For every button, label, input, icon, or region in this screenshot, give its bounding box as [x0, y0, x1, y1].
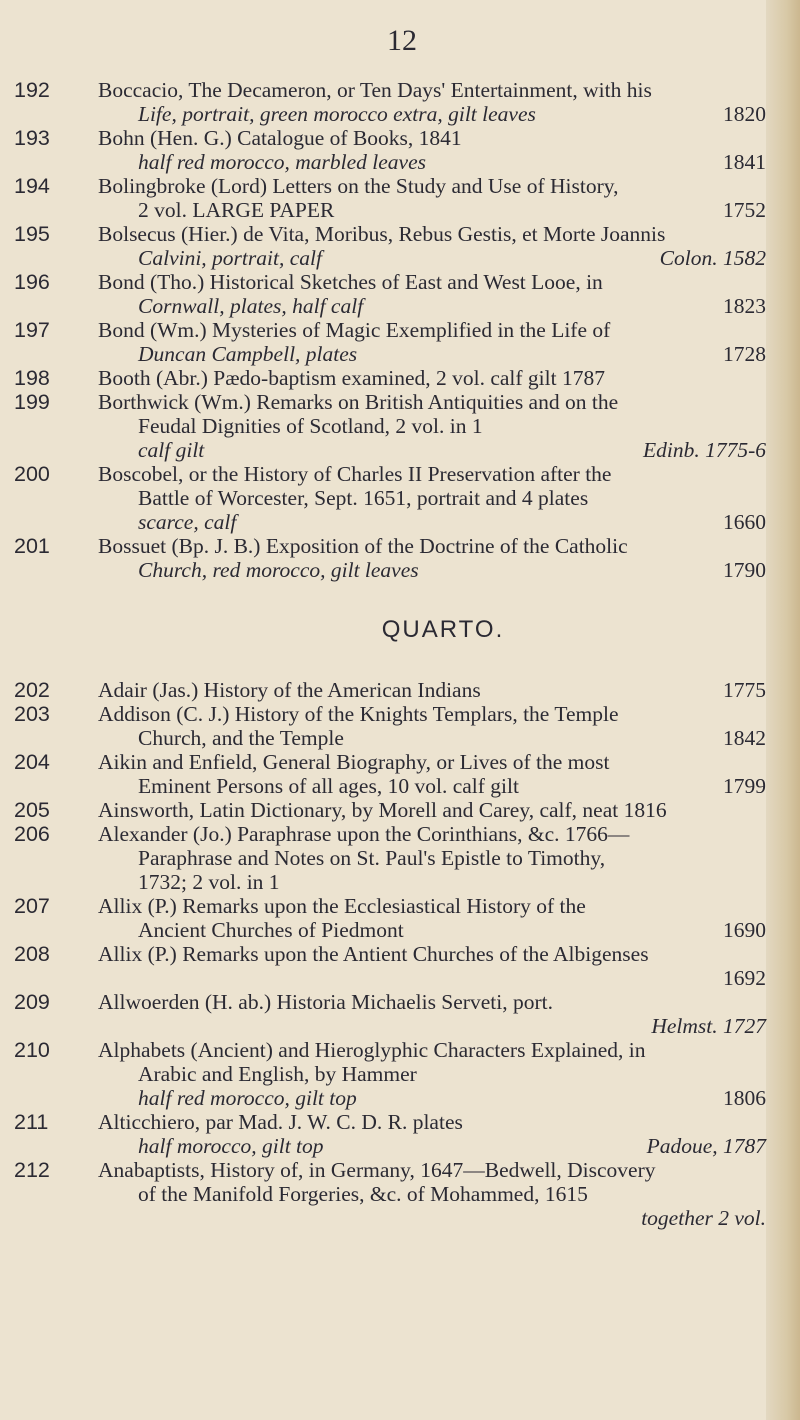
entry-line: Aikin and Enfield, General Biography, or Lives of the most — [98, 750, 610, 774]
entry-line: Bond (Wm.) Mysteries of Magic Exemplified in the Life of — [98, 318, 611, 342]
catalogue-entry — [0, 390, 766, 462]
entry-binding: Duncan Campbell, plates — [138, 342, 358, 366]
entry-date: Colon. 1582 — [659, 246, 766, 270]
entry-line: 1732; 2 vol. in 1 — [138, 870, 280, 894]
entry-binding: Cornwall, plates, half calf — [138, 294, 364, 318]
entry-date: 1823 — [723, 294, 766, 318]
entry-binding: Calvini, portrait, calf — [138, 246, 322, 270]
catalogue-entry — [0, 78, 766, 126]
lot-number: 199 — [14, 390, 50, 414]
catalogue-entry — [0, 222, 766, 270]
entry-date: 1690 — [723, 918, 766, 942]
entry-line: Borthwick (Wm.) Remarks on British Antiquities and on the — [98, 390, 619, 414]
entry-date: 1841 — [723, 150, 766, 174]
entry-line: Bohn (Hen. G.) Catalogue of Books, 1841 — [98, 126, 462, 150]
entry-line: Alticchiero, par Mad. J. W. C. D. R. plates — [98, 1110, 463, 1134]
entry-line: Anabaptists, History of, in Germany, 1647—Bedwell, Discovery — [98, 1158, 656, 1182]
lot-number: 195 — [14, 222, 50, 246]
entry-line: Bolingbroke (Lord) Letters on the Study and Use of History, — [98, 174, 619, 198]
entry-binding: Church, and the Temple — [138, 726, 344, 750]
entry-binding: calf gilt — [138, 438, 205, 462]
lot-number: 209 — [14, 990, 50, 1014]
catalogue-page — [0, 78, 766, 1230]
catalogue-entry — [0, 798, 766, 822]
entry-date: Edinb. 1775-6 — [642, 438, 766, 462]
entry-date: Helmst. 1727 — [651, 1014, 766, 1038]
entry-line: Feudal Dignities of Scotland, 2 vol. in 1 — [138, 414, 483, 438]
entry-line: Bolsecus (Hier.) de Vita, Moribus, Rebus Gestis, et Morte Joannis — [98, 222, 666, 246]
entry-binding: scarce, calf — [138, 510, 237, 534]
entry-line: Bossuet (Bp. J. B.) Exposition of the Doctrine of the Catholic — [98, 534, 628, 558]
entry-line: Battle of Worcester, Sept. 1651, portrait and 4 plates — [138, 486, 589, 510]
entry-line: Adair (Jas.) History of the American Indians — [98, 678, 481, 702]
entry-note: together 2 vol. — [641, 1206, 766, 1230]
entry-binding: half red morocco, marbled leaves — [138, 150, 426, 174]
catalogue-entry — [0, 750, 766, 798]
lot-number: 210 — [14, 1038, 50, 1062]
lot-number: 211 — [14, 1110, 49, 1134]
entry-date: Padoue, 1787 — [646, 1134, 766, 1158]
entry-binding: Ancient Churches of Piedmont — [138, 918, 404, 942]
lot-number: 204 — [14, 750, 50, 774]
lot-number: 193 — [14, 126, 50, 150]
entry-line: Addison (C. J.) History of the Knights Templars, the Temple — [98, 702, 619, 726]
catalogue-entry — [0, 462, 766, 534]
entry-date: 1660 — [723, 510, 766, 534]
catalogue-entry — [0, 702, 766, 750]
entry-date: 1728 — [723, 342, 766, 366]
lot-number: 196 — [14, 270, 50, 294]
catalogue-entry — [0, 1110, 766, 1158]
entry-binding: half red morocco, gilt top — [138, 1086, 357, 1110]
catalogue-entry — [0, 1038, 766, 1110]
entry-line: Allix (P.) Remarks upon the Ecclesiastical History of the — [98, 894, 586, 918]
entry-date: 1842 — [723, 726, 766, 750]
catalogue-entry — [0, 822, 766, 894]
catalogue-entry — [0, 534, 766, 582]
entry-line: of the Manifold Forgeries, &c. of Mohammed, 1615 — [138, 1182, 588, 1206]
lot-number: 212 — [14, 1158, 50, 1182]
entry-date: 1790 — [723, 558, 766, 582]
entry-line: Bond (Tho.) Historical Sketches of East and West Looe, in — [98, 270, 603, 294]
entry-date: 1820 — [723, 102, 766, 126]
section-heading: QUARTO. — [381, 616, 505, 643]
entry-line: Paraphrase and Notes on St. Paul's Epistle to Timothy, — [138, 846, 606, 870]
entry-date: 1806 — [723, 1086, 766, 1110]
catalogue-entry — [0, 366, 766, 390]
catalogue-entry — [0, 894, 766, 942]
entry-line: Allix (P.) Remarks upon the Antient Churches of the Albigenses — [98, 942, 649, 966]
lot-number: 198 — [14, 366, 50, 390]
lot-number: 202 — [14, 678, 50, 702]
lot-number: 200 — [14, 462, 50, 486]
catalogue-entry — [0, 990, 766, 1038]
catalogue-entry — [0, 318, 766, 366]
lot-number: 197 — [14, 318, 50, 342]
entry-line: Booth (Abr.) Pædo-baptism examined, 2 vol. calf gilt 1787 — [98, 366, 605, 390]
entry-date: 1775 — [723, 678, 766, 702]
lot-number: 208 — [14, 942, 50, 966]
entry-line: Alphabets (Ancient) and Hieroglyphic Characters Explained, in — [98, 1038, 646, 1062]
entry-line: Alexander (Jo.) Paraphrase upon the Corinthians, &c. 1766— — [98, 822, 630, 846]
lot-number: 192 — [14, 78, 50, 102]
entry-line: Boscobel, or the History of Charles II Preservation after the — [98, 462, 612, 486]
lot-number: 206 — [14, 822, 50, 846]
lot-number: 201 — [14, 534, 50, 558]
entry-line: Ainsworth, Latin Dictionary, by Morell and Carey, calf, neat 1816 — [98, 798, 667, 822]
entry-binding: Eminent Persons of all ages, 10 vol. calf gilt — [138, 774, 519, 798]
entry-binding: half morocco, gilt top — [138, 1134, 324, 1158]
page-number: 12 — [387, 24, 417, 57]
catalogue-entry — [0, 1158, 766, 1230]
lot-number: 194 — [14, 174, 50, 198]
catalogue-entry — [0, 126, 766, 174]
lot-number: 205 — [14, 798, 50, 822]
catalogue-entry — [0, 270, 766, 318]
entry-binding: Life, portrait, green morocco extra, gilt leaves — [138, 102, 536, 126]
lot-number: 203 — [14, 702, 50, 726]
lot-number: 207 — [14, 894, 50, 918]
catalogue-entry — [0, 174, 766, 222]
entry-line: Boccacio, The Decameron, or Ten Days' Entertainment, with his — [98, 78, 652, 102]
entry-date: 1752 — [723, 198, 766, 222]
entry-date: 1799 — [723, 774, 766, 798]
page-edge — [766, 0, 800, 1420]
entry-binding: 2 vol. LARGE PAPER — [138, 198, 335, 222]
catalogue-entry — [0, 678, 766, 702]
catalogue-entry — [0, 942, 766, 990]
entry-date: 1692 — [723, 966, 766, 990]
entry-binding: Church, red morocco, gilt leaves — [138, 558, 419, 582]
entry-line: Arabic and English, by Hammer — [138, 1062, 417, 1086]
entry-line: Allwoerden (H. ab.) Historia Michaelis Serveti, port. — [98, 990, 553, 1014]
